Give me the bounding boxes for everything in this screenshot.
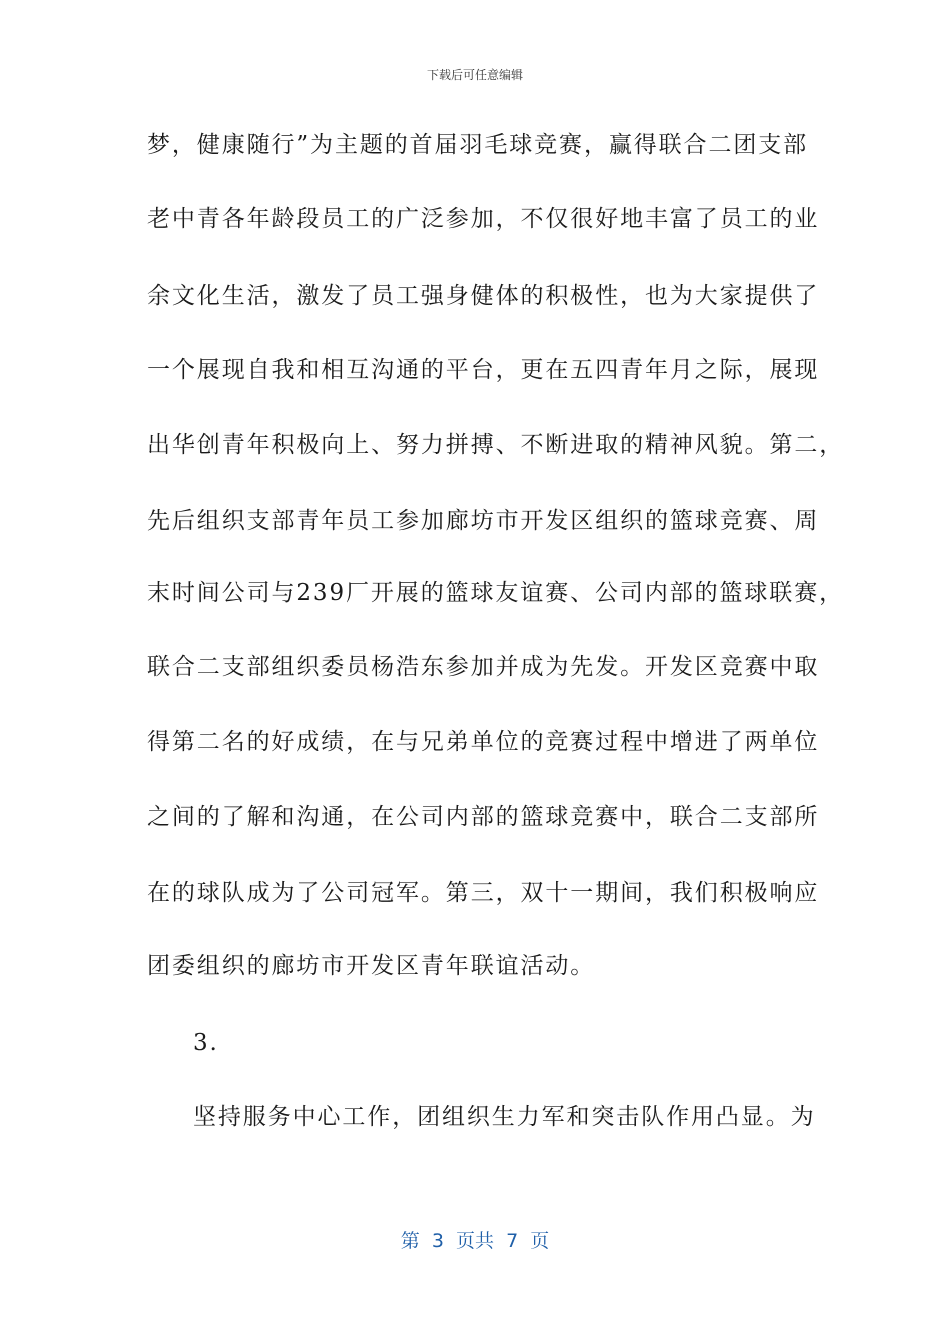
body-text-line: 余文化生活，激发了员工强身健体的积极性，也为大家提供了 (147, 283, 820, 309)
body-text-line: 联合二支部组织委员杨浩东参加并成为先发。开发区竞赛中取 (147, 654, 820, 680)
body-text-line: 一个展现自我和相互沟通的平台，更在五四青年月之际，展现 (147, 357, 820, 383)
body-text-line: 团委组织的廊坊市开发区青年联谊活动。 (147, 953, 596, 979)
body-text-line: 先后组织支部青年员工参加廊坊市开发区组织的篮球竞赛、周 (147, 508, 820, 534)
body-text-line: 出华创青年积极向上、努力拼搏、不断进取的精神风貌。第二， (147, 432, 845, 458)
page-indicator: 第 3 页共 7 页 (400, 1230, 550, 1252)
body-text-line: 之间的了解和沟通，在公司内部的篮球竞赛中，联合二支部所 (147, 804, 820, 830)
section-heading-line: 坚持服务中心工作，团组织生力军和突击队作用凸显。为 (193, 1104, 816, 1130)
body-text-line: 梦，健康随行”为主题的首届羽毛球竞赛，赢得联合二团支部 (147, 132, 809, 158)
body-text-line: 末时间公司与239厂开展的篮球友谊赛、公司内部的篮球联赛， (147, 580, 844, 606)
body-text-line: 在的球队成为了公司冠军。第三，双十一期间，我们积极响应 (147, 880, 820, 906)
section-number: 3. (193, 1030, 219, 1056)
body-text-line: 老中青各年龄段员工的广泛参加，不仅很好地丰富了员工的业 (147, 206, 820, 232)
page-header-note: 下载后可任意编辑 (426, 68, 523, 82)
body-text-line: 得第二名的好成绩，在与兄弟单位的竞赛过程中增进了两单位 (147, 729, 820, 755)
